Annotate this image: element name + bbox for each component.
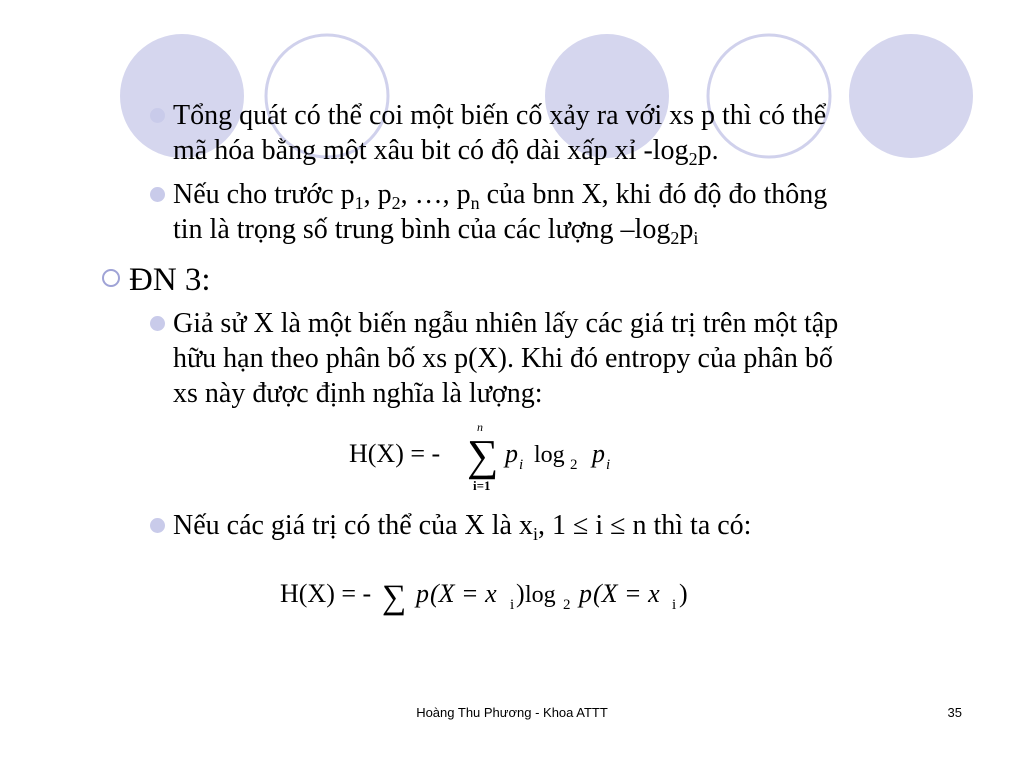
b4-sub: i <box>532 524 538 544</box>
b3-line1: Giả sử X là một biến ngẫu nhiên lấy các giá trị trên một tập <box>173 308 839 339</box>
b2-text: , p <box>363 179 392 210</box>
formula2-p: p <box>416 579 429 608</box>
heading-text: ĐN 3: <box>129 262 211 298</box>
entropy-formula <box>345 420 635 496</box>
formula2-lhs: H(X) = - <box>280 579 372 608</box>
definition-heading <box>102 260 211 300</box>
ring-bullet-icon <box>102 269 120 287</box>
formula1-log-base: 2 <box>570 457 578 473</box>
bullet-dot-icon <box>150 187 165 202</box>
formula1-log: log <box>534 442 565 468</box>
sigma-icon: ∑ <box>382 579 407 616</box>
bullet-information-measure <box>150 177 950 247</box>
bullet1-line2-end: p. <box>697 135 719 166</box>
formula2-close: ) <box>516 579 525 608</box>
bullet-dot-icon <box>150 316 165 331</box>
b2-text: của bnn X, khi đó độ đo thông <box>479 179 828 210</box>
b3-line3: xs này được định nghĩa là lượng: <box>173 378 543 409</box>
b2-sub: 1 <box>354 193 364 213</box>
formula1-p2-sub: i <box>606 457 611 473</box>
bullet-dot-icon <box>150 518 165 533</box>
bullet-general-encoding <box>150 98 950 168</box>
b2-sub: 2 <box>391 193 401 213</box>
b2-text: tin là trọng số trung bình của các lượng –log <box>173 214 671 245</box>
b4-text: , 1 ≤ i ≤ n thì ta có: <box>537 510 752 541</box>
formula2-close2: ) <box>679 579 688 608</box>
formula2-inner2: (X = x <box>593 579 660 608</box>
formula2-inner2-sub: i <box>672 597 677 613</box>
formula1-lhs: H(X) = - <box>349 439 441 468</box>
b2-sub: i <box>693 228 699 248</box>
formula2-log-base: 2 <box>563 597 571 613</box>
bullet1-line1: Tổng quát có thể coi một biến cố xảy ra với xs p thì có thể <box>173 100 827 131</box>
bullet-text <box>173 306 960 411</box>
sum-top: n <box>477 420 483 434</box>
formula2-inner1-sub: i <box>510 597 515 613</box>
bullet-entropy-definition <box>150 306 960 411</box>
formula2-p2: p <box>579 579 592 608</box>
formula1-p: p <box>505 439 518 468</box>
bullet-dot-icon <box>150 108 165 123</box>
b2-text: , …, p <box>400 179 471 210</box>
bullet1-sub: 2 <box>688 149 698 169</box>
formula2-inner1: (X = x <box>430 579 497 608</box>
sigma-icon: ∑ <box>467 431 499 480</box>
bullet1-line2: mã hóa bằng một xâu bit có độ dài xấp xỉ -log <box>173 135 689 166</box>
bullet-discrete-values <box>150 508 950 543</box>
entropy-formula-expanded <box>278 572 698 618</box>
formula1-p-sub: i <box>519 457 524 473</box>
b2-sub: 2 <box>670 228 680 248</box>
b2-sub: n <box>470 193 480 213</box>
formula1-p2: p <box>592 439 605 468</box>
b2-text: p <box>679 214 694 245</box>
sum-bottom: i=1 <box>473 478 491 493</box>
bullet-text <box>173 508 950 543</box>
bullet-text <box>173 98 950 168</box>
footer-page-number: 35 <box>947 705 962 720</box>
b3-line2: hữu hạn theo phân bố xs p(X). Khi đó entropy của phân bố <box>173 343 833 374</box>
formula2-log: log <box>525 582 556 608</box>
b4-text: Nếu các giá trị có thể của X là x <box>173 510 533 541</box>
bullet-text <box>173 177 950 247</box>
b2-text: Nếu cho trước p <box>173 179 355 210</box>
footer-author: Hoàng Thu Phương - Khoa ATTT <box>416 705 608 720</box>
